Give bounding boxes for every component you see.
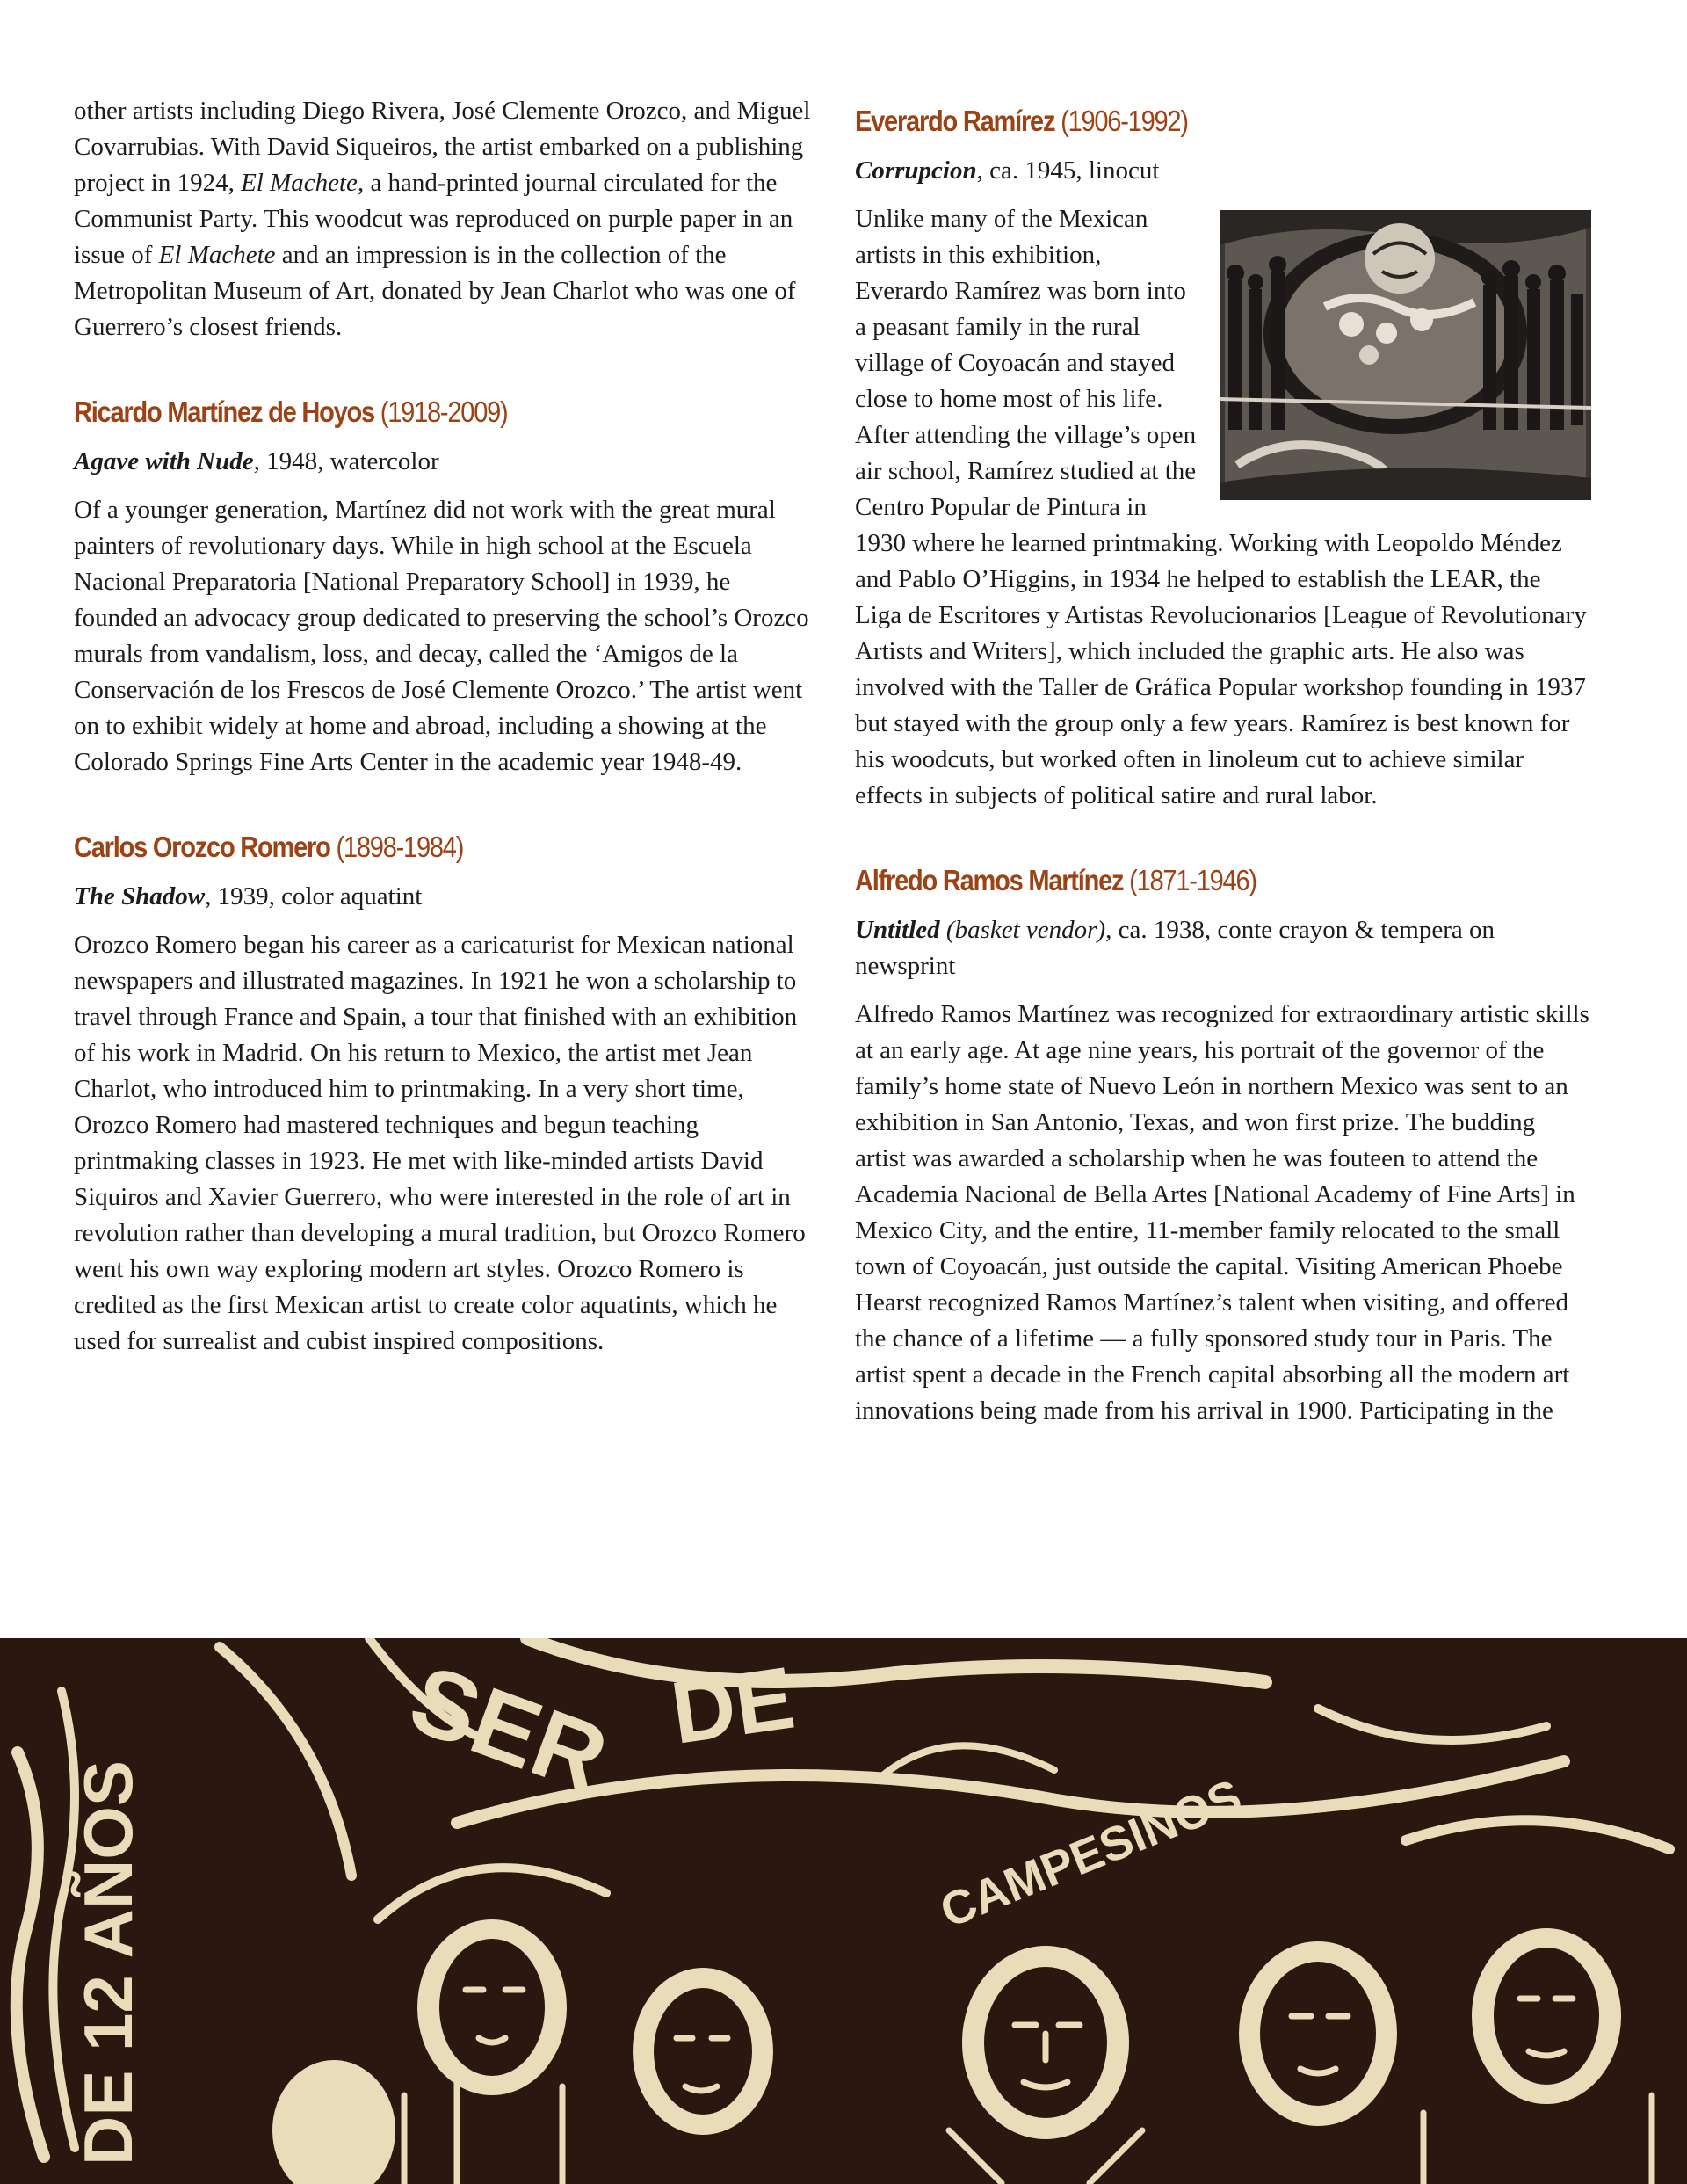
artist-heading: Carlos Orozco Romero (1898-1984)	[74, 831, 464, 863]
artwork-credit: Corrupcion, ca. 1945, linocut	[855, 156, 1160, 185]
artist-bio: Unlike many of the Mexican artists in this exhibition, Everardo Ramírez was born into a peasant family in the rural village of Coyoacán and stayed close to home most of his life. After attending the village’s open air school, Ramírez studied at the Centro Popular de Pintura in 1930 where he learned printmaking. Working with Leopoldo Méndez and Pablo O’Higgins, in 1934 he helped to establish the LEAR, the Liga de Escritores y Artistas Revolucionarios [League of Revolutionary Artists and Writers], which included the graphic arts. He also was involved with the Taller de Gráfica Popular workshop founding in 1937 but stayed with the group only a few years. Ramírez is best known for his woodcuts, but worked often in linoleum cut to achieve similar effects in subjects of political satire and rural labor.	[855, 205, 1587, 809]
artist-entry	[74, 828, 817, 1360]
artist-heading: Everardo Ramírez (1906-1992)	[855, 105, 1188, 137]
woodcut-text-campesinos: CAMPESINOS	[933, 1769, 1249, 1939]
artist-entry	[74, 393, 817, 780]
artist-entry	[855, 861, 1591, 1429]
woodcut-banner-image	[0, 1638, 1687, 2184]
left-column	[74, 93, 817, 1360]
right-column	[855, 102, 1591, 1429]
artist-bio: Alfredo Ramos Martínez was recognized for extraordinary artistic skills at an early age. At age nine years, his portrait of the governor of the family’s home state of Nuevo León in northern Mexico was sent to an exhibition in San Antonio, Texas, and won first prize. The budding artist was awarded a scholarship when he was fouteen to attend the Academia Nacional de Bella Artes [National Academy of Fine Arts] in Mexico City, and the entire, 11-member family relocated to the small town of Coyoacán, just outside the capital. Visiting American Phoebe Hearst recognized Ramos Martínez’s talent when visiting, and offered the chance of a lifetime — a fully sponsored study tour in Paris. The artist spent a decade in the French capital absorbing all the modern art innovations being made from his arrival in 1900. Participating in the	[855, 1000, 1589, 1425]
artwork-credit: Untitled (basket vendor), ca. 1938, conte crayon & tempera on newsprint	[855, 916, 1495, 980]
artist-bio: Of a younger generation, Martínez did not work with the great mural painters of revolutionary days. While in high school at the Escuela Nacional Preparatoria [National Preparatory School] in 1939, he founded an advocacy group dedicated to preserving the school’s Orozco murals from vandalism, loss, and decay, called the ‘Amigos de la Conservación de los Frescos de José Clemente Orozco.’ The artist went on to exhibit widely at home and abroad, including a showing at the Colorado Springs Fine Arts Center in the academic year 1948-49.	[74, 496, 809, 776]
woodcut-text-anos: DE 12 AÑOS	[69, 1760, 147, 2166]
corrupcion-linocut-image	[1220, 210, 1591, 500]
artwork-credit: The Shadow, 1939, color aquatint	[74, 882, 423, 911]
woodcut-text-de: DE	[665, 1648, 800, 1763]
intro-paragraph: other artists including Diego Rivera, José Clemente Orozco, and Miguel Covarrubias. With David Siqueiros, the artist embarked on a publishing project in 1924, El Machete, a hand-printed journal circulated for the Communist Party. This woodcut was reproduced on purple paper in an issue of El Machete and an impression is in the collection of the Metropolitan Museum of Art, donated by Jean Charlot who was one of Guerrero’s closest friends.	[74, 97, 811, 341]
artwork-credit: Agave with Nude, 1948, watercolor	[74, 447, 439, 475]
artist-entry	[855, 102, 1591, 814]
artist-heading: Alfredo Ramos Martínez (1871-1946)	[855, 864, 1256, 896]
woodcut-text-ser: SER	[396, 1643, 621, 1814]
artist-bio: Orozco Romero began his career as a caricaturist for Mexican national newspapers and illustrated magazines. In 1921 he won a scholarship to travel through France and Spain, a tour that finished with an exhibition of his work in Madrid. On his return to Mexico, the artist met Jean Charlot, who introduced him to printmaking. In a very short time, Orozco Romero had mastered techniques and begun teaching printmaking classes in 1923. He met with like-minded artists David Siquiros and Xavier Guerrero, who were interested in the role of art in revolution rather than developing a mural tradition, but Orozco Romero went his own way exploring modern art styles. Orozco Romero is credited as the first Mexican artist to create color aquatints, which he used for surrealist and cubist inspired compositions.	[74, 931, 806, 1355]
artist-heading: Ricardo Martínez de Hoyos (1918-2009)	[74, 395, 508, 428]
